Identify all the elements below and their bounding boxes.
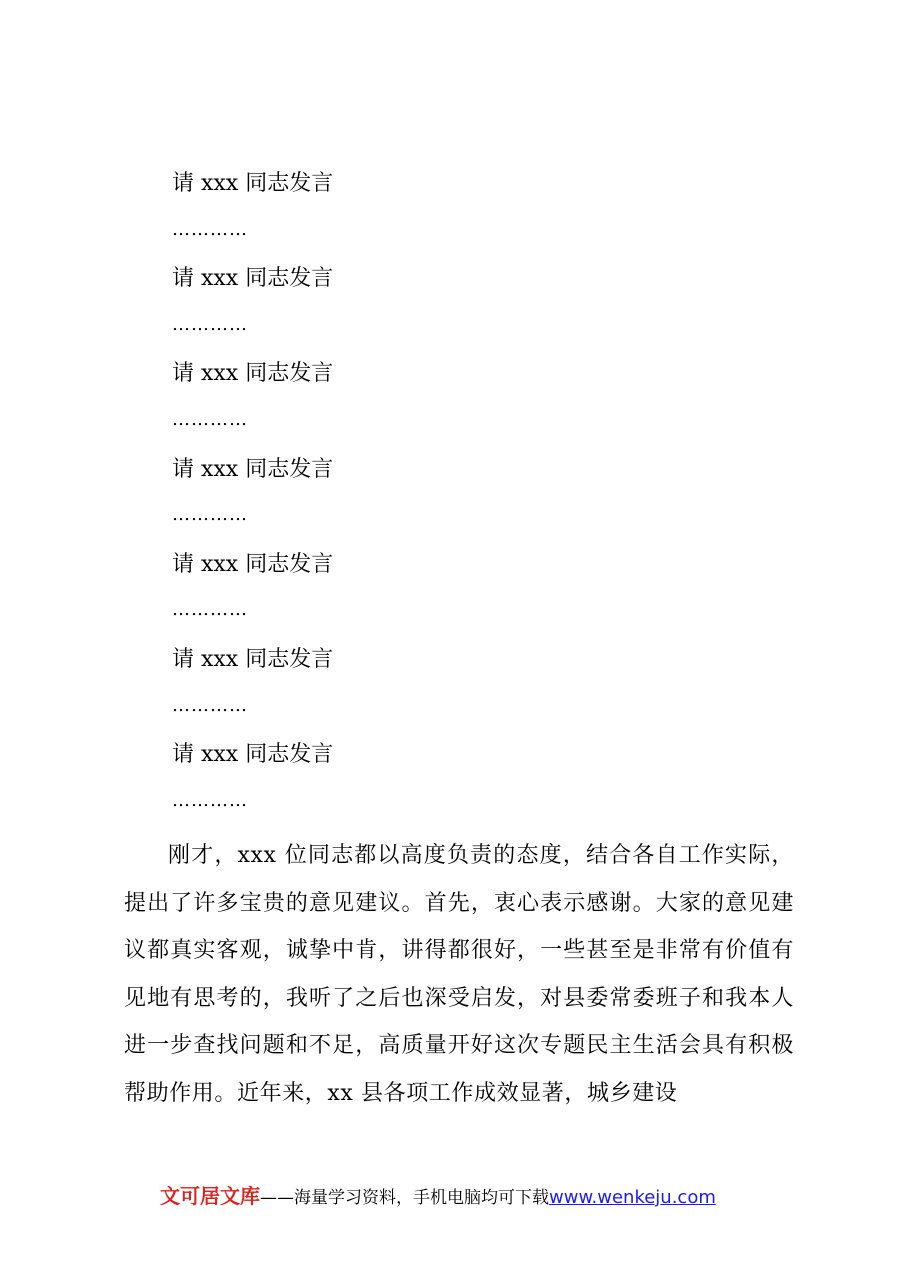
speaker-line-3: 请 xxx 同志发言 <box>172 361 334 387</box>
speaker-line-4: 请 xxx 同志发言 <box>172 456 334 482</box>
footer-brand: 文可居文库 <box>160 1184 260 1208</box>
ellipsis-line-1: ………… <box>172 218 248 240</box>
ellipsis-line-6: ………… <box>172 694 248 716</box>
speaker-line-1: 请 xxx 同志发言 <box>172 171 334 196</box>
footer-link[interactable]: www.wenkeju.com <box>549 1187 716 1208</box>
speaker-line-7: 请 xxx 同志发言 <box>172 742 334 768</box>
footer-banner <box>160 1181 800 1211</box>
speaker-line-6: 请 xxx 同志发言 <box>172 646 334 672</box>
speaker-line-2: 请 xxx 同志发言 <box>172 266 334 292</box>
ellipsis-line-3: ………… <box>172 408 248 430</box>
ellipsis-line-7: ………… <box>172 789 248 811</box>
ellipsis-line-2: ………… <box>172 313 248 335</box>
ellipsis-line-4: ………… <box>172 504 248 526</box>
footer-slogan: ——海量学习资料，手机电脑均可下载 <box>260 1188 549 1208</box>
ellipsis-line-5: ………… <box>172 599 248 621</box>
speaker-line-5: 请 xxx 同志发言 <box>172 551 334 577</box>
speaker-list <box>172 168 772 834</box>
body-paragraph: 刚才，xxx 位同志都以高度负责的态度，结合各自工作实际，提出了许多宝贵的意见建议。首先，衷心表示感谢。大家的意见建议都真实客观，诚挚中肯，讲得都很好，一些甚至是非常有价值有见地有思考的，我听了之后也深受启发，对县委常委班子和我本人进一步查找问题和不足，高质量开好这次专题民主生活会具有积极帮助作用。近年来，xx 县各项工作成效显著，城乡建设 <box>124 843 794 1106</box>
